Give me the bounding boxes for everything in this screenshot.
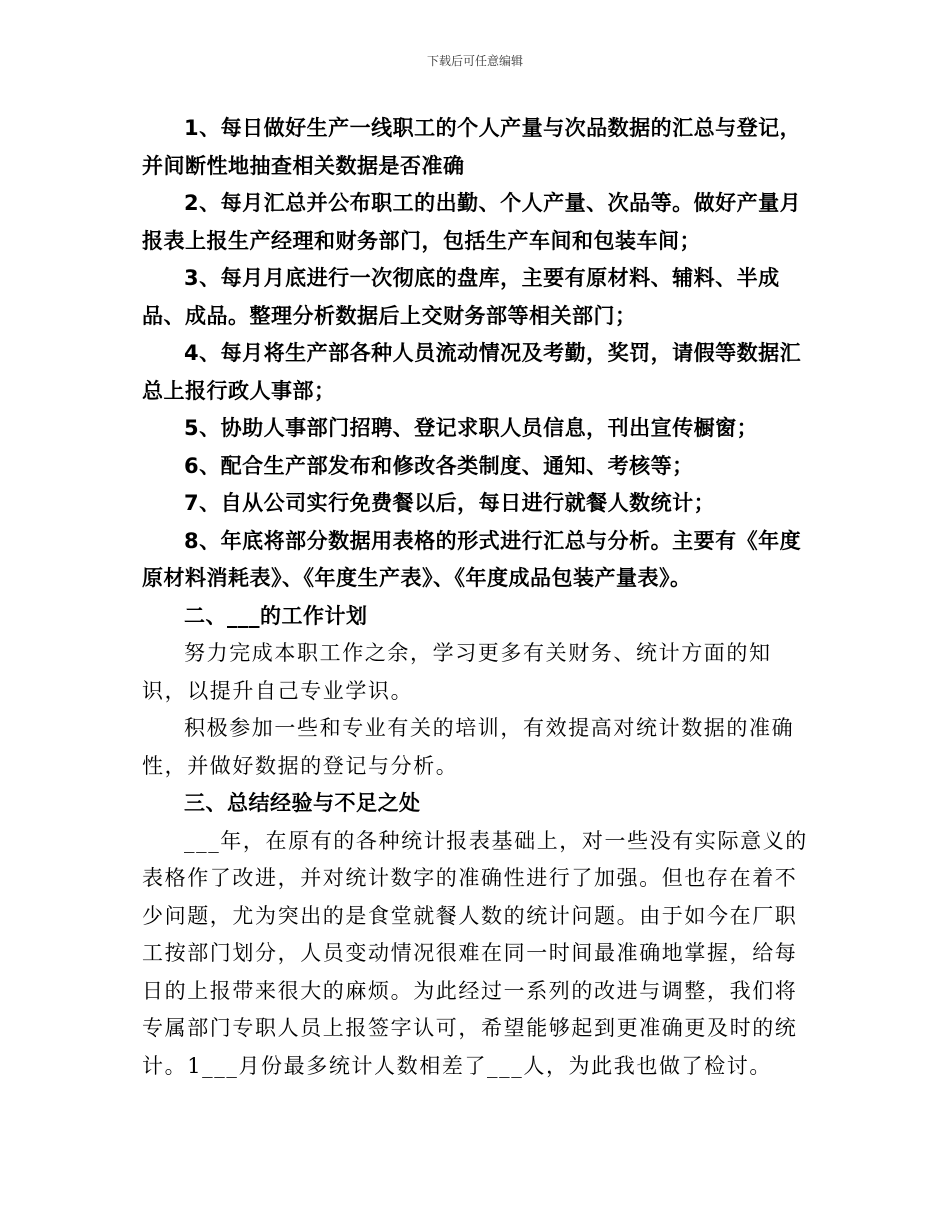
page-header: 下载后可任意编辑 [426,54,523,68]
paragraph-plan-1: 努力完成本职工作之余，学习更多有关财务、统计方面的知识，以提升自己专业学识。 [142,641,772,703]
paragraph-item-2: 2、每月汇总并公布职工的出勤、个人产量、次品等。做好产量月报表上报生产经理和财务部门，包括生产车间和包装车间； [142,191,802,253]
paragraph-item-5: 5、协助人事部门招聘、登记求职人员信息，刊出宣传橱窗； [184,416,759,440]
paragraph-item-4: 4、每月将生产部各种人员流动情况及考勤，奖罚，请假等数据汇总上报行政人事部； [142,341,802,403]
paragraph-item-1: 1、每日做好生产一线职工的个人产量与次品数据的汇总与登记，并间断性地抽查相关数据是否准确 [142,116,802,178]
paragraph-item-7: 7、自从公司实行免费餐以后，每日进行就餐人数统计； [184,491,716,515]
paragraph-item-8: 8、年底将部分数据用表格的形式进行汇总与分析。主要有《年度原材料消耗表》、《年度生产表》、《年度成品包装产量表》。 [142,528,802,590]
paragraph-item-3: 3、每月月底进行一次彻底的盘库，主要有原材料、辅料、半成品、成品。整理分析数据后上交财务部等相关部门； [142,266,780,328]
section-heading-work-plan: 二、___的工作计划 [184,603,368,628]
document-body [142,110,814,1085]
section-heading-summary: 三、总结经验与不足之处 [184,791,421,815]
paragraph-item-6: 6、配合生产部发布和修改各类制度、通知、考核等； [184,453,694,478]
paragraph-plan-2: 积极参加一些和专业有关的培训，有效提高对统计数据的准确性，并做好数据的登记与分析。 [142,716,795,778]
paragraph-summary: ___年，在原有的各种统计报表基础上，对一些没有实际意义的表格作了改进，并对统计数字的准确性进行了加强。但也存在着不少问题，尤为突出的是食堂就餐人数的统计问题。由于如今在厂职工按部门划分，人员变动情况很难在同一时间最准确地掌握，给每日的上报带来很大的麻烦。为此经过一系列的改进与调整，我们将专属部门专职人员上报签字认可，希望能够起到更准确更及时的统计。1___月份最多统计人数相差了___人，为此我也做了检讨。 [142,828,808,1078]
